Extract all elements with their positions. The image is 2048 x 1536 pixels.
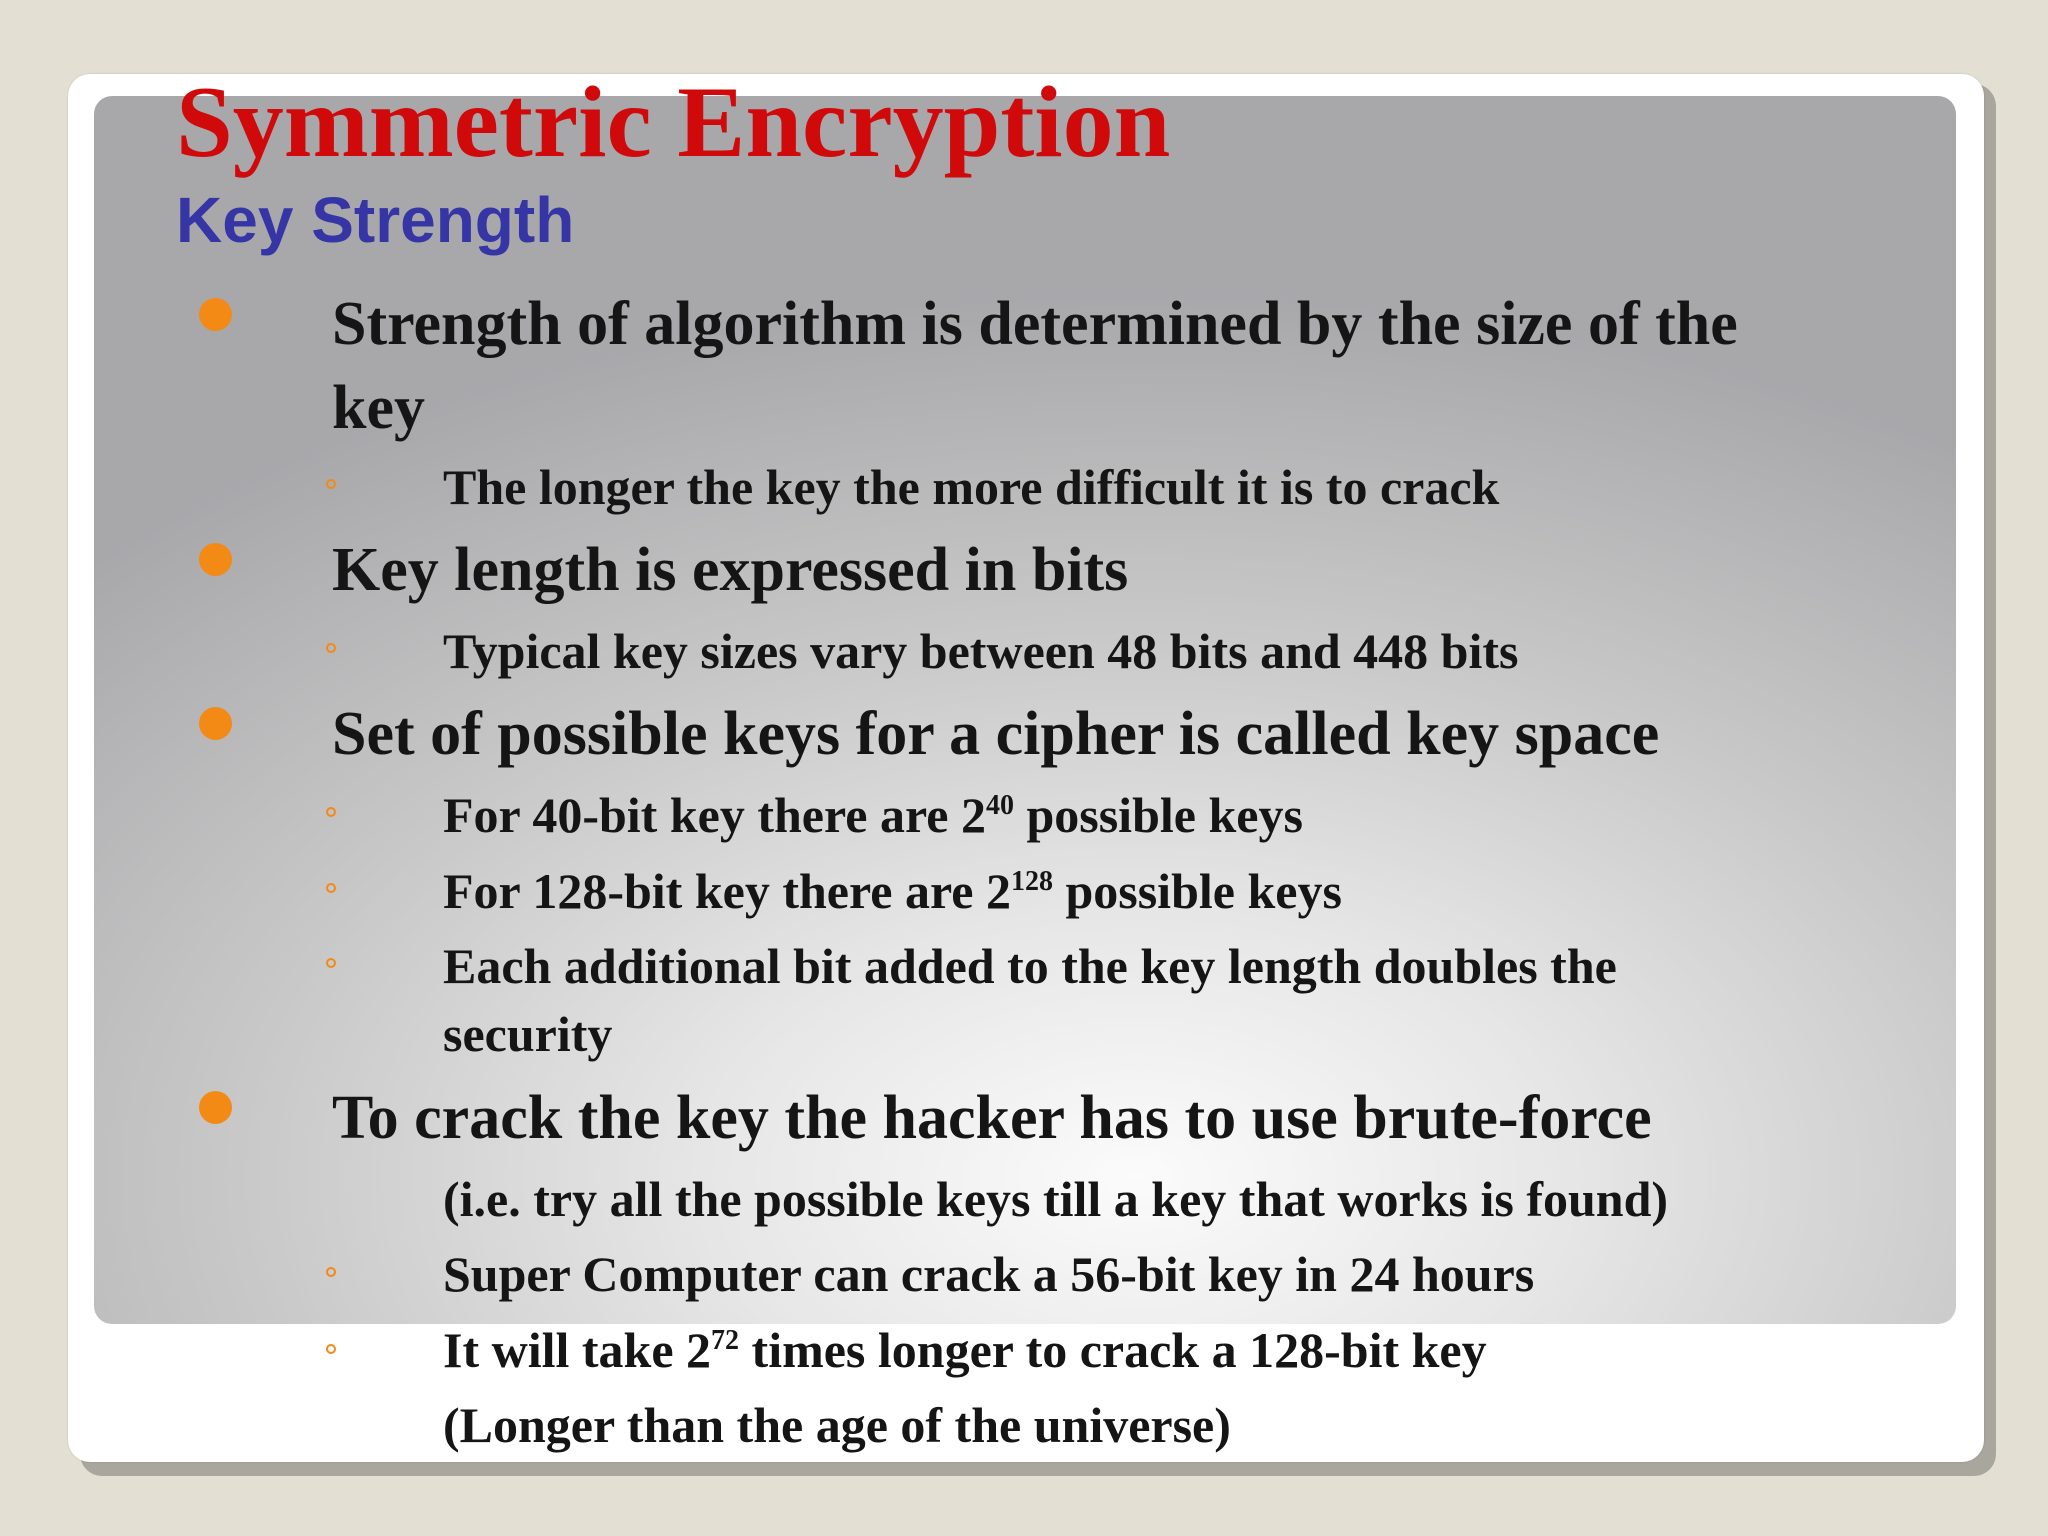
sub-bullet-ring-icon — [326, 479, 336, 489]
sub-bullet-3-2-pre: For 128-bit key there are 2 — [443, 863, 1011, 919]
sub-bullet-3-2 — [443, 854, 1342, 937]
sub-bullet-3-1-post: possible keys — [1013, 787, 1303, 843]
sub-bullet-ring-icon — [326, 1267, 336, 1277]
sub-bullet-1-1: The longer the key the more difficult it is to crack — [443, 459, 1500, 515]
bullet-dot-icon — [199, 298, 232, 331]
exponent-72: 72 — [711, 1324, 740, 1356]
sub-bullet-3-1-pre: For 40-bit key there are 2 — [443, 787, 986, 843]
bullet-1-text-cont: key — [332, 374, 425, 442]
sub-bullet-3-2-post: possible keys — [1052, 863, 1342, 919]
bullet-2-text: Key length is expressed in bits — [332, 536, 1129, 604]
sub-bullet-2-1: Typical key sizes vary between 48 bits and 448 bits — [443, 623, 1519, 679]
bullet-4-continuation: (i.e. try all the possible keys till a key that works is found) — [443, 1171, 1669, 1227]
sub-bullet-3-3: Each additional bit added to the key length doubles the — [443, 938, 1617, 994]
sub-bullet-ring-icon — [326, 643, 336, 653]
sub-bullet-4-2-pre: It will take 2 — [443, 1322, 712, 1378]
bullet-4-text: To crack the key the hacker has to use brute-force — [332, 1084, 1652, 1152]
sub-bullet-ring-icon — [326, 883, 336, 893]
sub-bullet-4-1: Super Computer can crack a 56-bit key in 24 hours — [443, 1246, 1535, 1302]
sub-bullet-ring-icon — [326, 958, 336, 968]
sub-bullet-4-2 — [443, 1313, 1487, 1396]
exponent-40: 40 — [985, 789, 1014, 821]
bullet-dot-icon — [199, 707, 232, 740]
slide-subtitle: Key Strength — [176, 184, 575, 256]
sub-bullet-ring-icon — [326, 1344, 336, 1354]
bullet-1-text: Strength of algorithm is determined by the size of the — [332, 290, 1738, 358]
exponent-128: 128 — [1010, 865, 1053, 897]
bullet-dot-icon — [199, 543, 232, 576]
slide-title: Symmetric Encryption — [176, 66, 1171, 179]
sub-bullet-ring-icon — [326, 807, 336, 817]
sub-bullet-4-2-post: times longer to crack a 128-bit key — [739, 1322, 1487, 1378]
sub-bullet-4-2-cont: (Longer than the age of the universe) — [443, 1397, 1231, 1453]
sub-bullet-3-1 — [443, 778, 1303, 861]
sub-bullet-3-3-cont: security — [443, 1006, 613, 1062]
bullet-dot-icon — [199, 1091, 232, 1124]
bullet-3-text: Set of possible keys for a cipher is called key space — [332, 700, 1660, 768]
